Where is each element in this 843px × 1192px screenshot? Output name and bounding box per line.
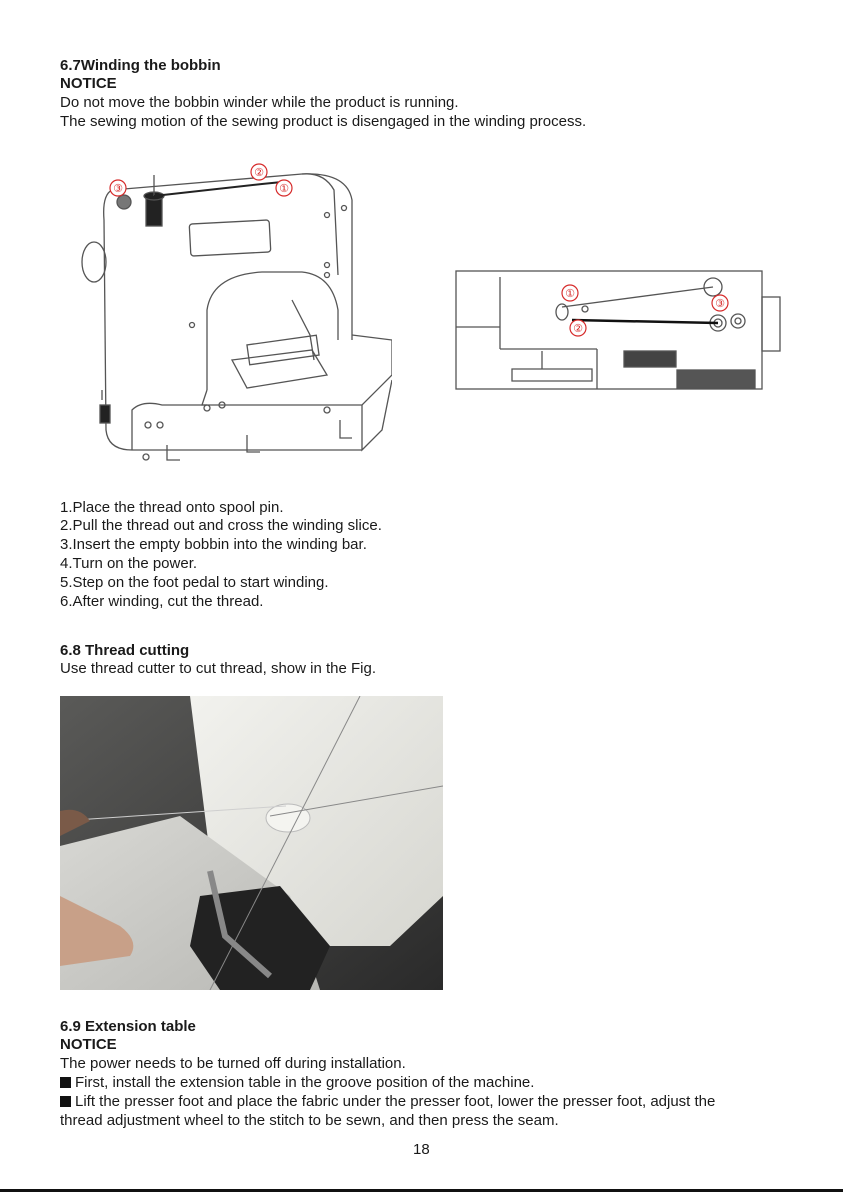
figure-label: ③ (715, 297, 725, 310)
step-item: 3.Insert the empty bobbin into the winding bar. (60, 536, 367, 553)
thread-cutter-photo (60, 696, 443, 990)
bullet-marker (60, 1077, 71, 1088)
section-title-winding-bobbin: 6.7Winding the bobbin (60, 57, 221, 74)
section-text: Use thread cutter to cut thread, show in the Fig. (60, 660, 376, 677)
notice-line: Do not move the bobbin winder while the product is running. (60, 94, 459, 111)
step-item: 2.Pull the thread out and cross the winding slice. (60, 517, 382, 534)
section-title-thread-cutting: 6.8 Thread cutting (60, 642, 190, 659)
step-item: 4.Turn on the power. (60, 555, 198, 572)
notice-line: The sewing motion of the sewing product is disengaged in the winding process. (60, 113, 587, 130)
step-item: 5.Step on the foot pedal to start winding. (60, 574, 329, 591)
figure-label: ② (573, 322, 583, 335)
figure-label: ① (565, 287, 575, 300)
sewing-machine-front-figure (62, 160, 392, 475)
page-number: 18 (413, 1141, 430, 1158)
figure-label: ③ (113, 182, 123, 195)
bullet-text: Lift the presser foot and place the fabric under the presser foot, lower the presser foot, adjust the (75, 1093, 716, 1110)
bullet-marker (60, 1096, 71, 1107)
section-title-extension-table: 6.9 Extension table (60, 1018, 196, 1035)
bullet-item (60, 1074, 534, 1092)
step-item: 6.After winding, cut the thread. (60, 593, 264, 610)
bullet-item (60, 1093, 715, 1111)
figure-label: ② (254, 166, 264, 179)
notice-heading: NOTICE (60, 1036, 117, 1053)
notice-heading: NOTICE (60, 75, 117, 92)
sewing-machine-top-figure (452, 265, 782, 397)
figure-label: ① (279, 182, 289, 195)
step-item: 1.Place the thread onto spool pin. (60, 499, 284, 516)
bullet-continuation: thread adjustment wheel to the stitch to be sewn, and then press the seam. (60, 1112, 559, 1129)
section-text: The power needs to be turned off during installation. (60, 1055, 406, 1072)
bullet-text: First, install the extension table in the groove position of the machine. (75, 1074, 535, 1091)
